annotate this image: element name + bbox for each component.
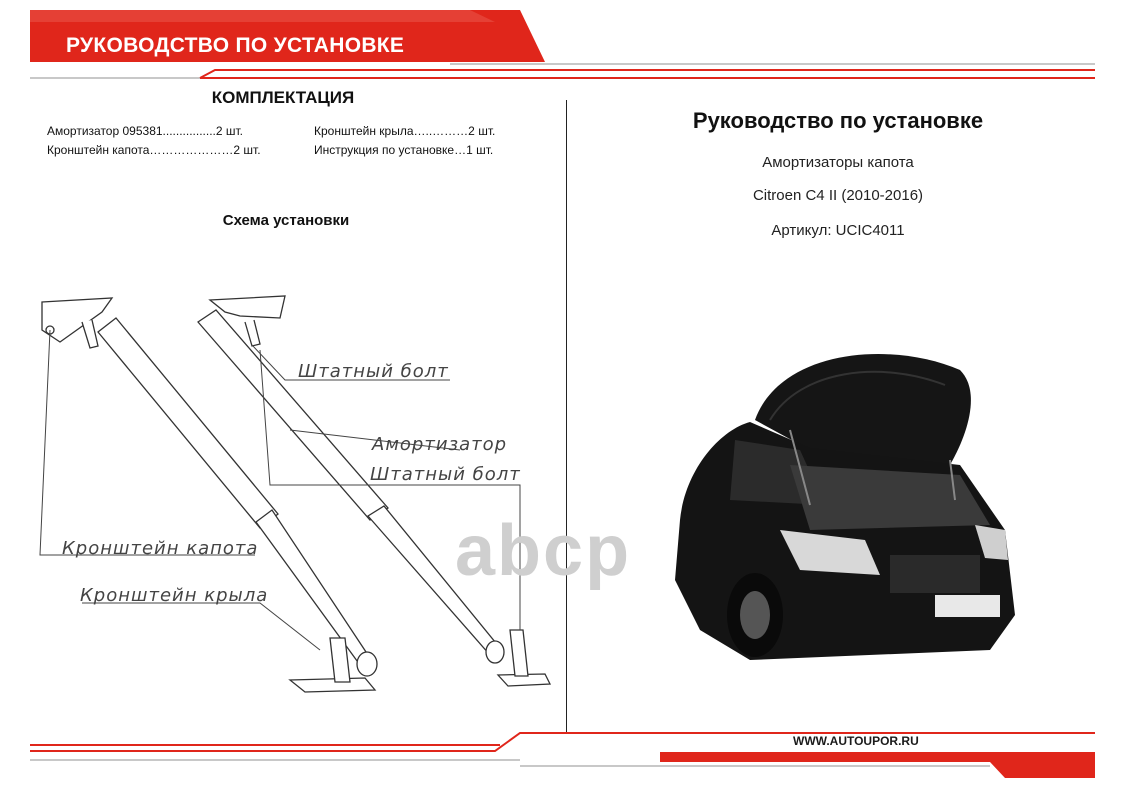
product-model: Citroen C4 II (2010-2016)	[752, 187, 924, 204]
kit-title: КОМПЛЕКТАЦИЯ	[211, 88, 355, 107]
installation-diagram	[20, 270, 560, 720]
label-bolt-top: Штатный болт	[298, 361, 449, 382]
kit-item: Амортизатор 095381................2 шт.	[47, 124, 244, 138]
car-photo	[660, 330, 1030, 670]
kit-item: Кронштейн крыла…..………2 шт.	[314, 124, 496, 138]
header-title: РУКОВОДСТВО ПО УСТАНОВКЕ	[66, 34, 405, 57]
footer-banner	[0, 722, 1132, 800]
footer-url: WWW.AUTOUPOR.RU	[793, 734, 919, 748]
product-subtitle: Амортизаторы капота	[762, 154, 914, 171]
kit-item: Кронштейн капота…………………2 шт.	[47, 143, 261, 157]
product-title: Руководство по установке	[692, 108, 984, 133]
product-article: Артикул: UCIC4011	[771, 222, 905, 239]
watermark: abcp	[455, 511, 632, 591]
label-shock: Амортизатор	[372, 434, 508, 455]
label-hood-bracket: Кронштейн капота	[62, 538, 259, 559]
scheme-title: Схема установки	[222, 212, 350, 229]
kit-item: Инструкция по установке…1 шт.	[314, 143, 494, 157]
label-bolt-mid: Штатный болт	[370, 464, 521, 485]
label-fender-bracket: Кронштейн крыла	[80, 585, 269, 606]
